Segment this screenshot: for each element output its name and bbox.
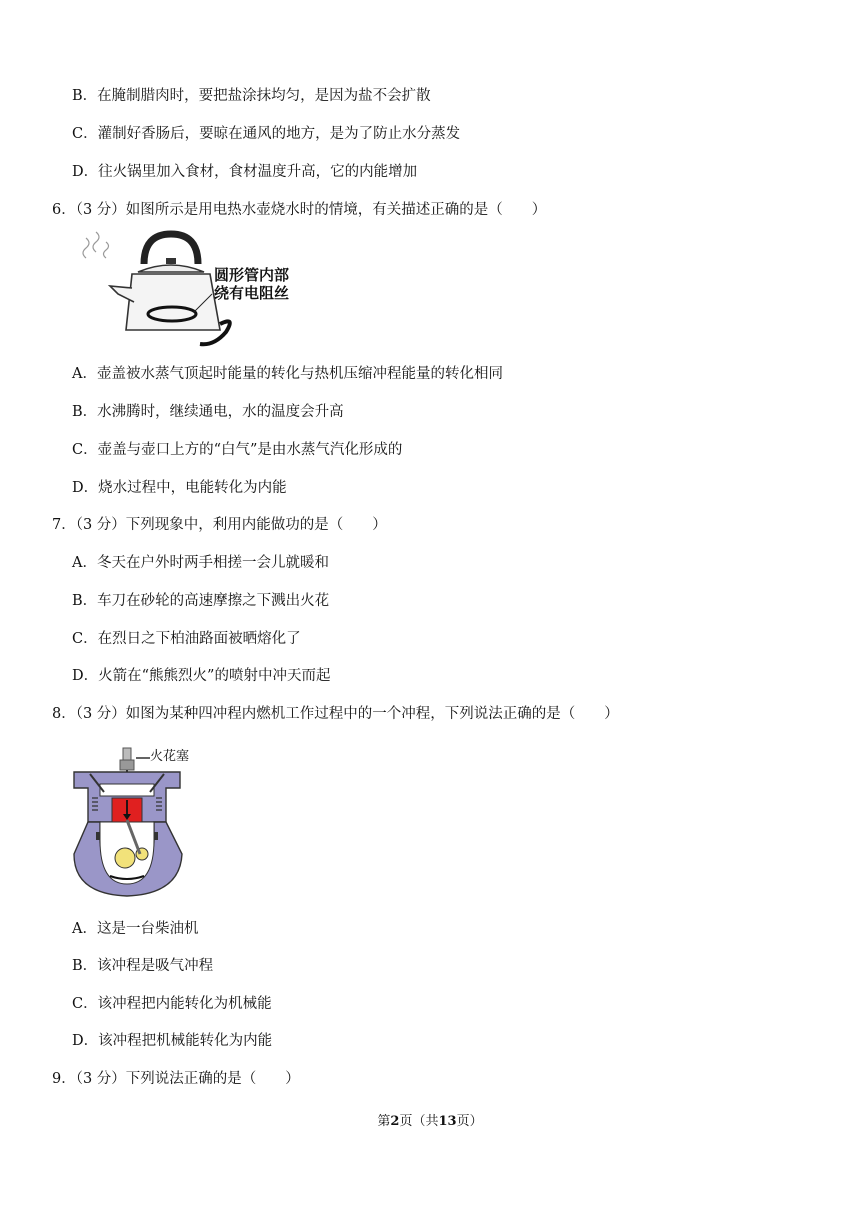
figure-label-2: 绕有电阻丝 <box>214 284 290 302</box>
q7-option-d: D．火箭在“熊熊烈火”的喷射中冲天而起 <box>72 668 331 684</box>
engine-illustration <box>70 744 210 900</box>
q7-option-a: A．冬天在户外时两手相搓一会儿就暖和 <box>72 555 329 571</box>
steam-icon <box>83 232 109 258</box>
spark-plug-label: 火花塞 <box>150 749 190 764</box>
q8-stem: 8．（3 分）如图为某种四冲程内燃机工作过程中的一个冲程，下列说法正确的是（ ） <box>52 706 619 722</box>
q9-stem: 9．（3 分）下列说法正确的是（ ） <box>52 1071 300 1087</box>
q6-option-c: C．壶盖与壶口上方的“白气”是由水蒸气汽化形成的 <box>72 442 403 458</box>
footer-middle: 页（共 <box>399 1114 439 1129</box>
q5-option-c: C．灌制好香肠后，要晾在通风的地方，是为了防止水分蒸发 <box>72 126 461 142</box>
q7-option-b: B．车刀在砂轮的高速摩擦之下溅出火花 <box>72 593 330 609</box>
footer-prefix: 第 <box>377 1114 391 1129</box>
q6-stem: 6．（3 分）如图所示是用电热水壶烧水时的情境，有关描述正确的是（ ） <box>52 202 547 218</box>
footer-suffix: 页） <box>456 1114 483 1129</box>
q8-option-b: B．该冲程是吸气冲程 <box>72 958 214 974</box>
q6-option-d: D．烧水过程中，电能转化为内能 <box>72 480 287 496</box>
q7-stem: 7．（3 分）下列现象中，利用内能做功的是（ ） <box>52 517 387 533</box>
q8-option-d: D．该冲程把机械能转化为内能 <box>72 1033 273 1049</box>
engine-figure <box>70 744 210 900</box>
page-footer <box>0 1110 860 1129</box>
q8-option-a: A．这是一台柴油机 <box>72 921 199 937</box>
q5-option-b: B．在腌制腊肉时，要把盐涂抹均匀，是因为盐不会扩散 <box>72 88 431 104</box>
q6-option-b: B．水沸腾时，继续通电，水的温度会升高 <box>72 404 344 420</box>
kettle-figure <box>76 228 316 350</box>
page-number: 2 <box>390 1114 400 1129</box>
total-pages: 13 <box>438 1114 457 1129</box>
figure-label-1: 圆形管内部 <box>214 266 290 284</box>
q8-option-c: C．该冲程把内能转化为机械能 <box>72 996 272 1012</box>
q5-option-d: D．往火锅里加入食材，食材温度升高，它的内能增加 <box>72 164 418 180</box>
q6-option-a: A．壶盖被水蒸气顶起时能量的转化与热机压缩冲程能量的转化相同 <box>72 366 503 382</box>
crankshaft <box>115 848 135 868</box>
q7-option-c: C．在烈日之下柏油路面被晒熔化了 <box>72 631 301 647</box>
